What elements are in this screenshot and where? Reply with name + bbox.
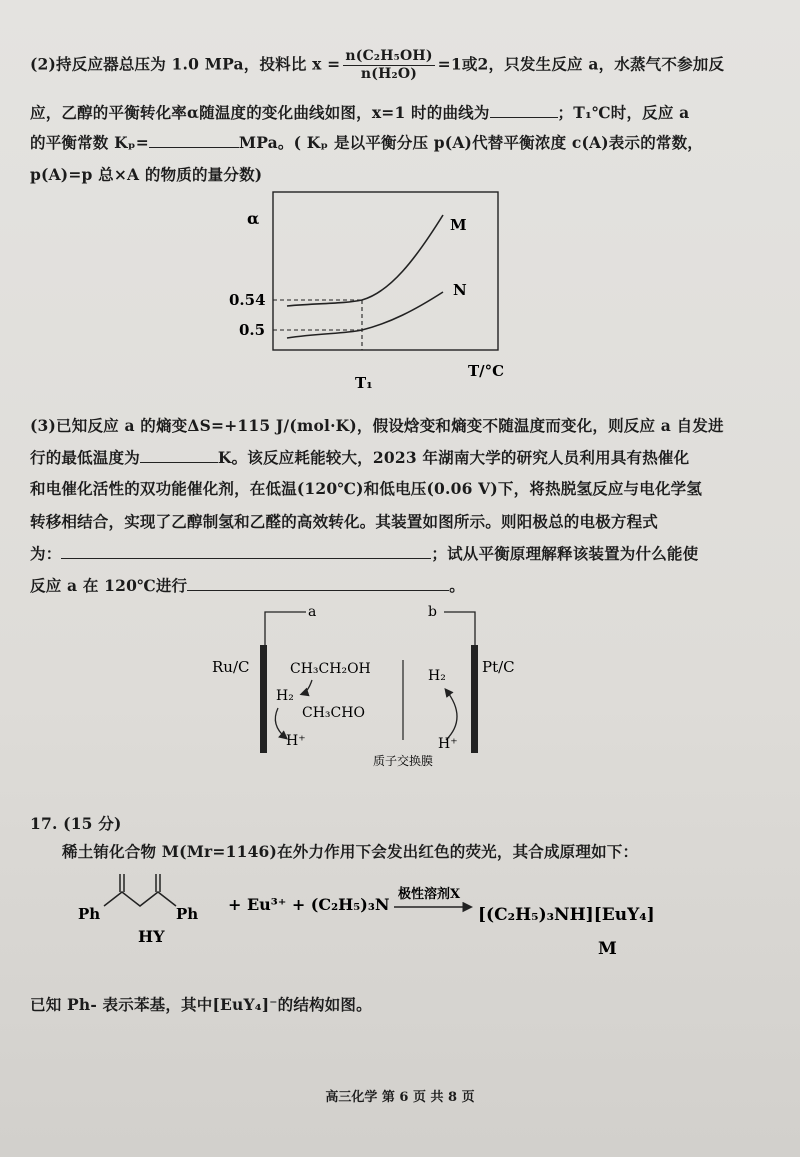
line2-suffix: K。该反应耗能较大，2023 年湖南大学的研究人员利用具有热催化 — [217, 448, 690, 467]
reactants: + Eu³⁺ + (C₂H₅)₃N — [228, 895, 390, 914]
line3-prefix: 的平衡常数 Kₚ= — [30, 133, 149, 152]
left-electrode-label: Ru/C — [212, 658, 250, 676]
q16-part2-line1 — [30, 48, 724, 83]
h-plus-left: H⁺ — [286, 733, 306, 749]
q17-header: 17. (15 分) — [30, 814, 122, 833]
fraction-numerator: n(C₂H₅OH) — [345, 48, 433, 64]
acetaldehyde-formula: CH₃CHO — [302, 705, 365, 721]
curve-N-label: N — [453, 281, 467, 299]
q16-part3-line1: (3)已知反应 a 的熵变ΔS=+115 J/(mol·K)，假设焓变和熵变不随温度而变化，则反应 a 自发进 — [30, 416, 724, 435]
electrolysis-device — [210, 600, 550, 770]
q17-intro: 稀土铕化合物 M(Mr=1146)在外力作用下会发出红色的荧光，其合成原理如下： — [62, 842, 639, 861]
answer-blank-explanation[interactable] — [187, 576, 449, 591]
line5-suffix: ；试从平衡原理解释该装置为什么能使 — [431, 544, 699, 563]
wire-b — [444, 612, 475, 660]
product-formula: [(C₂H₅)₃NH][EuY₄] — [478, 905, 655, 925]
arrow-ethanol-to-h2 — [302, 680, 312, 694]
phenyl-right: Ph — [176, 905, 199, 923]
answer-blank-kp[interactable] — [149, 133, 239, 148]
hy-label: HY — [138, 927, 165, 946]
answer-blank-temperature[interactable] — [140, 448, 218, 463]
right-electrode — [471, 645, 478, 753]
y-axis-label: α — [247, 209, 260, 228]
terminal-b-label: b — [428, 604, 437, 620]
line1-suffix: =1或2，只发生反应 a，水蒸气不参加反 — [437, 54, 725, 74]
line1-prefix: (2)持反应器总压为 1.0 MPa，投料比 x = — [30, 54, 341, 74]
membrane-label: 质子交换膜 — [373, 754, 434, 768]
h2-right: H₂ — [428, 668, 446, 684]
curve-M — [287, 215, 443, 306]
answer-blank-curve[interactable] — [490, 103, 558, 118]
conversion-temperature-graph — [225, 180, 515, 390]
terminal-a-label: a — [308, 604, 317, 620]
q16-part3-line2 — [30, 446, 689, 468]
q16-part2-line3 — [30, 131, 703, 153]
q16-part2-line2 — [30, 101, 689, 123]
tick-label-054: 0.54 — [229, 291, 266, 309]
fraction-denominator: n(H₂O) — [360, 66, 418, 82]
h-plus-right: H⁺ — [438, 736, 458, 752]
line2-prefix: 行的最低温度为 — [30, 448, 140, 467]
arrow-h2-to-hplus — [275, 708, 286, 738]
line2-suffix: ；T₁℃时，反应 a — [557, 103, 690, 122]
page-footer: 高三化学 第 6 页 共 8 页 — [325, 1090, 475, 1105]
ethanol-formula: CH₃CH₂OH — [290, 661, 371, 677]
x-axis-label: T/°C — [468, 362, 505, 380]
line5-prefix: 为： — [30, 544, 62, 563]
tick-label-T1: T₁ — [355, 374, 373, 390]
line6-prefix: 反应 a 在 120℃进行 — [30, 576, 188, 595]
q16-part2-line4: p(A)=p 总×A 的物质的量分数) — [30, 165, 263, 184]
h2-left: H₂ — [276, 688, 294, 704]
solvent-label: 极性溶剂X — [398, 887, 461, 902]
q16-part3-line4: 转移相结合，实现了乙醇制氢和乙醛的高效转化。其装置如图所示。则阳极总的电极方程式 — [30, 512, 659, 531]
synthesis-reaction — [78, 862, 678, 962]
arrow-hplus-to-h2 — [446, 690, 457, 740]
line2-prefix: 应，乙醇的平衡转化率α随温度的变化曲线如图，x=1 时的曲线为 — [30, 103, 490, 122]
left-electrode — [260, 645, 267, 753]
q16-part3-line3: 和电催化活性的双功能催化剂，在低温(120℃)和低电压(0.06 V)下，将热脱氢反应与电化学氢 — [30, 479, 703, 498]
answer-blank-equation[interactable] — [61, 544, 431, 559]
curve-M-label: M — [450, 216, 467, 234]
right-electrode-label: Pt/C — [482, 658, 515, 676]
phenyl-left: Ph — [78, 905, 101, 923]
q16-part3-line6 — [30, 574, 465, 596]
q17-note: 已知 Ph- 表示苯基，其中[EuY₄]⁻的结构如图。 — [30, 995, 372, 1014]
product-label-M: M — [598, 939, 617, 959]
q16-part3-line5 — [30, 542, 698, 564]
tick-label-05: 0.5 — [239, 321, 266, 339]
line6-suffix: 。 — [449, 576, 465, 595]
line3-suffix: MPa。( Kₚ 是以平衡分压 p(A)代替平衡浓度 c(A)表示的常数， — [238, 133, 704, 152]
mole-ratio-fraction — [343, 48, 434, 83]
hy-skeleton — [104, 892, 176, 906]
